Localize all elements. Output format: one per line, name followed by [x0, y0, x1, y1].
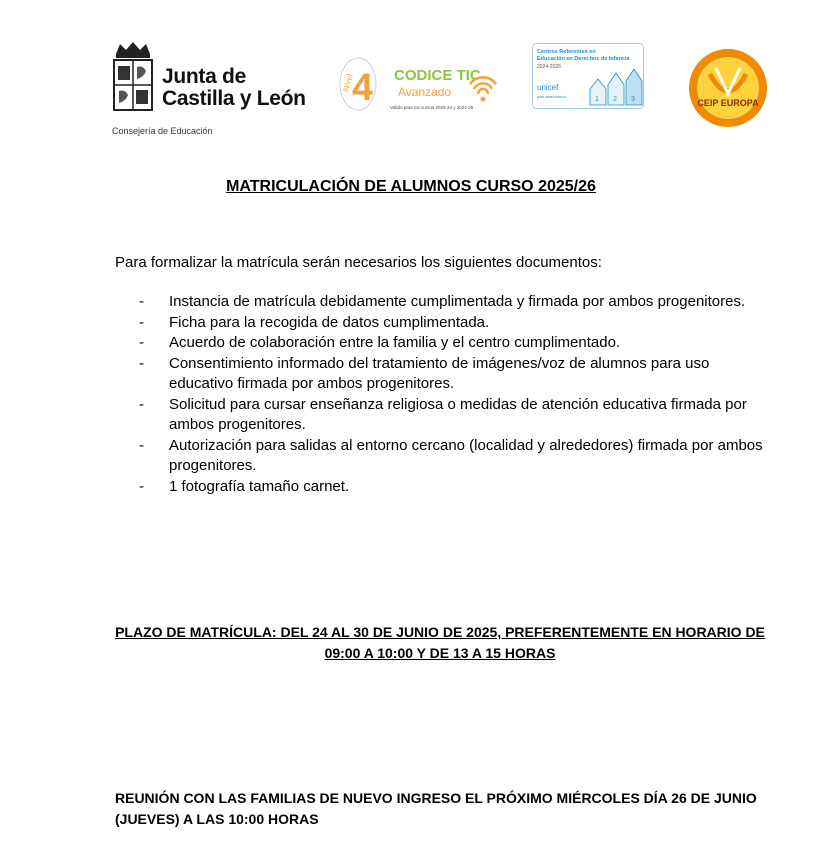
jcyl-crest-logo: [110, 40, 156, 114]
ccr-unicef-sub: para cada infancia: [537, 95, 566, 99]
codietic-level-name: Avanzado: [398, 85, 452, 99]
codietic-logo: [338, 56, 500, 112]
list-item-text: Ficha para la recogida de datos cumplimentada.: [169, 313, 490, 331]
ccr-unicef-logo: [532, 43, 644, 109]
list-item-text: Consentimiento informado del tratamiento de imágenes/voz de alumnos para uso educativo firmada por ambos progenitores.: [169, 354, 710, 392]
list-item: [115, 313, 775, 334]
bullet-dash: -: [139, 436, 144, 454]
enrollment-period-notice: [100, 622, 780, 664]
enrollment-period-line2: 09:00 A 10:00 Y DE 13 A 15 HORAS: [324, 645, 556, 661]
jcyl-name-line2: Castilla y León: [162, 87, 306, 110]
list-item-text: Autorización para salidas al entorno cercano (localidad y alrededores) firmada por ambos progenitores.: [169, 436, 763, 474]
list-item: [115, 477, 775, 498]
bullet-dash: -: [139, 395, 144, 413]
bullet-dash: -: [139, 334, 144, 351]
list-item: [115, 333, 775, 354]
jcyl-name-line1: Junta de: [162, 65, 246, 88]
jcyl-name: [162, 66, 306, 110]
codietic-nivel-number: 4: [352, 67, 374, 109]
ceip-name: CEIP EUROPA: [697, 98, 759, 108]
bullet-dash: -: [139, 354, 144, 372]
list-item: [115, 436, 775, 477]
intro-text: Para formalizar la matrícula serán necesarios los siguientes documentos:: [115, 254, 602, 271]
department-label: Consejería de Educación: [112, 126, 213, 136]
list-item: [115, 292, 775, 313]
bullet-dash: -: [139, 293, 144, 310]
bullet-dash: -: [139, 477, 144, 495]
codietic-validity: Válido para los cursos 2023-24 y 2024-25: [390, 105, 474, 110]
family-meeting-line1: REUNIÓN CON LAS FAMILIAS DE NUEVO INGRESO EL PRÓXIMO MIÉRCOLES DÍA 26 DE JUNIO: [115, 790, 757, 806]
list-item-text: 1 fotografía tamaño carnet.: [169, 477, 350, 495]
ccr-title-line1: Centros Referentes en: [537, 49, 596, 55]
list-item: [115, 395, 775, 436]
list-item-text: Solicitud para cursar enseñanza religiosa o medidas de atención educativa firmada por ambos progenitores.: [169, 395, 747, 433]
enrollment-period-line1: PLAZO DE MATRÍCULA: DEL 24 AL 30 DE JUNIO DE 2025, PREFERENTEMENTE EN HORARIO DE: [115, 624, 765, 640]
page-title: MATRICULACIÓN DE ALUMNOS CURSO 2025/26: [226, 178, 596, 195]
list-item-text: Acuerdo de colaboración entre la familia y el centro cumplimentado.: [169, 334, 621, 351]
svg-text:2: 2: [613, 96, 617, 103]
bullet-dash: -: [139, 313, 144, 331]
svg-text:1: 1: [595, 96, 599, 103]
svg-text:3: 3: [631, 96, 635, 103]
required-documents-list: [115, 292, 775, 497]
ccr-years: 2024-2026: [537, 64, 561, 70]
ccr-unicef: unicef: [537, 83, 559, 92]
ccr-title-line2: Educación en Derechos de Infancia: [537, 56, 630, 62]
ceip-europa-logo: [688, 48, 768, 128]
family-meeting-notice: [115, 788, 775, 830]
family-meeting-line2: (JUEVES) A LAS 10:00 HORAS: [115, 811, 319, 827]
codietic-brand: CODICE TIC: [394, 67, 481, 84]
codietic-nivel-label: Nivel: [341, 73, 355, 93]
list-item: [115, 354, 775, 395]
list-item-text: Instancia de matrícula debidamente cumplimentada y firmada por ambos progenitores.: [169, 293, 746, 310]
